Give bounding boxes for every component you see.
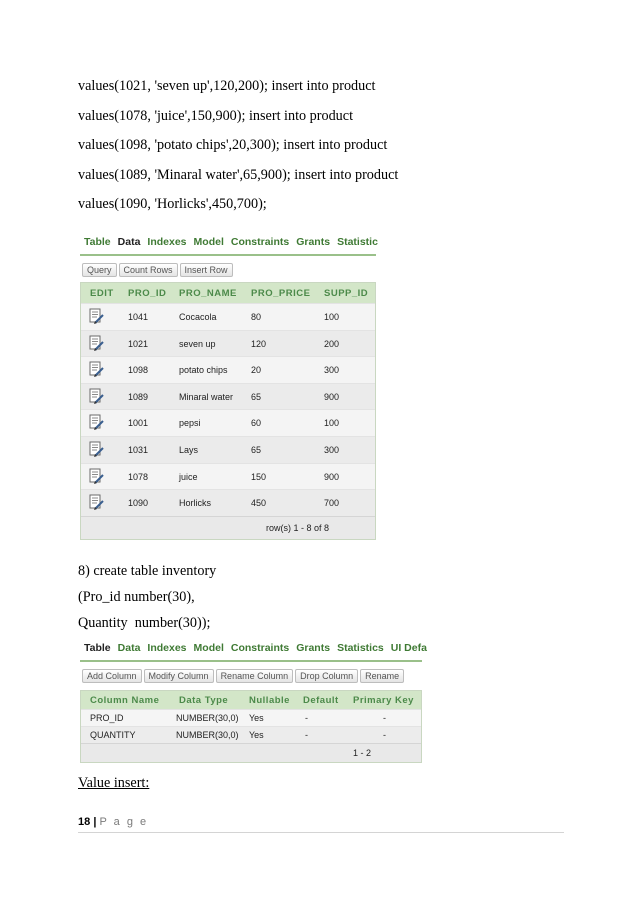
sql-line: values(1078, 'juice',150,900); insert into product [78, 107, 354, 124]
rename-column-button[interactable]: Rename Column [216, 669, 294, 683]
col-data-type: Data Type [179, 695, 229, 706]
tab-model[interactable]: Model [193, 642, 224, 654]
table-cell: NUMBER(30,0) [176, 713, 239, 723]
add-column-button[interactable]: Add Column [82, 669, 142, 683]
table-cell: 100 [324, 312, 340, 322]
table-cell: 60 [251, 418, 262, 429]
table-cell: 1090 [128, 498, 149, 509]
object-tabs [80, 230, 376, 256]
product-grid [80, 282, 376, 540]
sql-line: 8) create table inventory [78, 563, 217, 579]
table-cell: - [383, 713, 386, 723]
table-cell: Lays [179, 444, 199, 455]
table-cell: 1098 [128, 365, 149, 376]
tab-table[interactable]: Table [84, 236, 111, 248]
table-cell: 450 [251, 498, 267, 509]
rename-button[interactable]: Rename [360, 669, 404, 683]
table-cell: 1021 [128, 338, 149, 349]
table-cell: NUMBER(30,0) [176, 730, 239, 740]
edit-icon[interactable] [89, 494, 105, 511]
table-row [81, 463, 375, 490]
edit-icon[interactable] [89, 468, 105, 485]
tab-model[interactable]: Model [193, 236, 224, 248]
table-cell: - [383, 730, 386, 740]
table-cell: potato chips [179, 365, 228, 376]
grid-body [81, 709, 421, 743]
table-cell: Yes [249, 713, 264, 723]
table-cell: 65 [251, 444, 262, 455]
tab-ui-defaults[interactable]: UI Defa [390, 642, 427, 654]
col-pro-name: PRO_NAME [179, 288, 237, 299]
table-row [81, 303, 375, 330]
row-count: row(s) 1 - 8 of 8 [266, 522, 330, 533]
action-buttons [80, 666, 422, 682]
col-nullable: Nullable [249, 695, 290, 706]
table-cell: 120 [251, 338, 267, 349]
tab-data[interactable]: Data [117, 642, 141, 654]
table-cell: seven up [179, 338, 216, 349]
grid-body [81, 303, 375, 516]
table-cell: 1078 [128, 471, 149, 482]
table-cell: 150 [251, 471, 267, 482]
object-tabs [80, 636, 427, 662]
col-pro-price: PRO_PRICE [251, 288, 311, 299]
drop-column-button[interactable]: Drop Column [295, 669, 358, 683]
table-row [81, 726, 421, 743]
sql-line: values(1098, 'potato chips',20,300); insert into product [78, 137, 388, 153]
table-row [81, 436, 375, 463]
table-row [81, 709, 421, 726]
col-column-name: Column Name [90, 695, 160, 706]
table-cell: Horlicks [179, 498, 212, 509]
table-row [81, 383, 375, 410]
table-row [81, 489, 375, 516]
table-cell: Minaral water [179, 391, 234, 402]
tab-statistics[interactable]: Statistic [337, 236, 378, 248]
table-cell: Cocacola [179, 312, 217, 322]
count-rows-button[interactable]: Count Rows [119, 263, 178, 277]
table-row [81, 356, 375, 383]
tab-table[interactable]: Table [84, 642, 111, 654]
grid-header [81, 283, 375, 303]
col-supp-id: SUPP_ID [324, 288, 369, 299]
insert-row-button[interactable]: Insert Row [180, 263, 233, 277]
action-buttons [80, 260, 376, 276]
table-cell: 200 [324, 338, 340, 349]
query-button[interactable]: Query [82, 263, 117, 277]
table-cell: 300 [324, 365, 340, 376]
table-cell: 1031 [128, 444, 149, 455]
table-cell: PRO_ID [90, 713, 124, 723]
table-cell: 80 [251, 312, 262, 322]
table-cell: 1089 [128, 391, 149, 402]
tab-grants[interactable]: Grants [296, 642, 331, 654]
table-cell: 700 [324, 498, 340, 509]
edit-icon[interactable] [89, 308, 105, 325]
tab-statistics[interactable]: Statistics [337, 642, 384, 654]
tab-indexes[interactable]: Indexes [147, 642, 187, 654]
table-cell: juice [179, 471, 198, 482]
table-cell: - [305, 730, 308, 740]
section-8-sql [78, 558, 216, 636]
table-cell: pepsi [179, 418, 201, 429]
value-insert-heading: Value insert: [78, 775, 150, 791]
table-cell: QUANTITY [90, 730, 136, 740]
table-cell: 20 [251, 365, 262, 376]
grid-header [81, 691, 421, 709]
tab-grants[interactable]: Grants [296, 236, 331, 248]
sql-insert-lines [78, 72, 398, 220]
table-cell: Yes [249, 730, 264, 740]
page-footer [78, 816, 564, 833]
table-row [81, 330, 375, 357]
page-word: P a g e [99, 816, 149, 828]
product-data-screenshot [80, 230, 378, 533]
sql-line: (Pro_id number(30), [78, 589, 195, 605]
table-cell: 900 [324, 471, 340, 482]
footer-separator: | [93, 816, 97, 828]
sql-line: values(1089, 'Minaral water',65,900); insert into product [78, 166, 399, 183]
tab-constraints[interactable]: Constraints [230, 236, 290, 248]
row-range: 1 - 2 [353, 748, 372, 758]
edit-icon[interactable] [89, 414, 105, 431]
table-cell: 1001 [128, 418, 149, 429]
grid-footer [81, 516, 375, 539]
table-cell: 65 [251, 391, 262, 402]
tab-data[interactable]: Data [117, 236, 141, 248]
sql-line: values(1021, 'seven up',120,200); insert into product [78, 78, 376, 94]
edit-icon[interactable] [89, 388, 105, 405]
table-cell: 100 [324, 418, 340, 429]
edit-icon[interactable] [89, 361, 105, 378]
table-cell: 900 [324, 391, 340, 402]
modify-column-button[interactable]: Modify Column [144, 669, 214, 683]
inventory-grid [80, 690, 422, 763]
table-row [81, 409, 375, 436]
col-pro-id: PRO_ID [128, 288, 167, 299]
edit-icon[interactable] [89, 441, 105, 458]
page-number: 18 [78, 816, 91, 828]
tab-constraints[interactable]: Constraints [230, 642, 290, 654]
tab-indexes[interactable]: Indexes [147, 236, 187, 248]
col-default: Default [303, 695, 339, 706]
table-cell: - [305, 713, 308, 723]
sql-line: values(1090, 'Horlicks',450,700); [78, 196, 267, 212]
col-edit: EDIT [90, 288, 114, 299]
table-cell: 300 [324, 444, 340, 455]
col-primary-key: Primary Key [353, 695, 414, 706]
grid-footer [81, 743, 421, 762]
table-cell: 1041 [128, 312, 149, 322]
inventory-table-screenshot [80, 636, 427, 766]
sql-line: Quantity number(30)); [78, 615, 211, 631]
edit-icon[interactable] [89, 335, 105, 352]
